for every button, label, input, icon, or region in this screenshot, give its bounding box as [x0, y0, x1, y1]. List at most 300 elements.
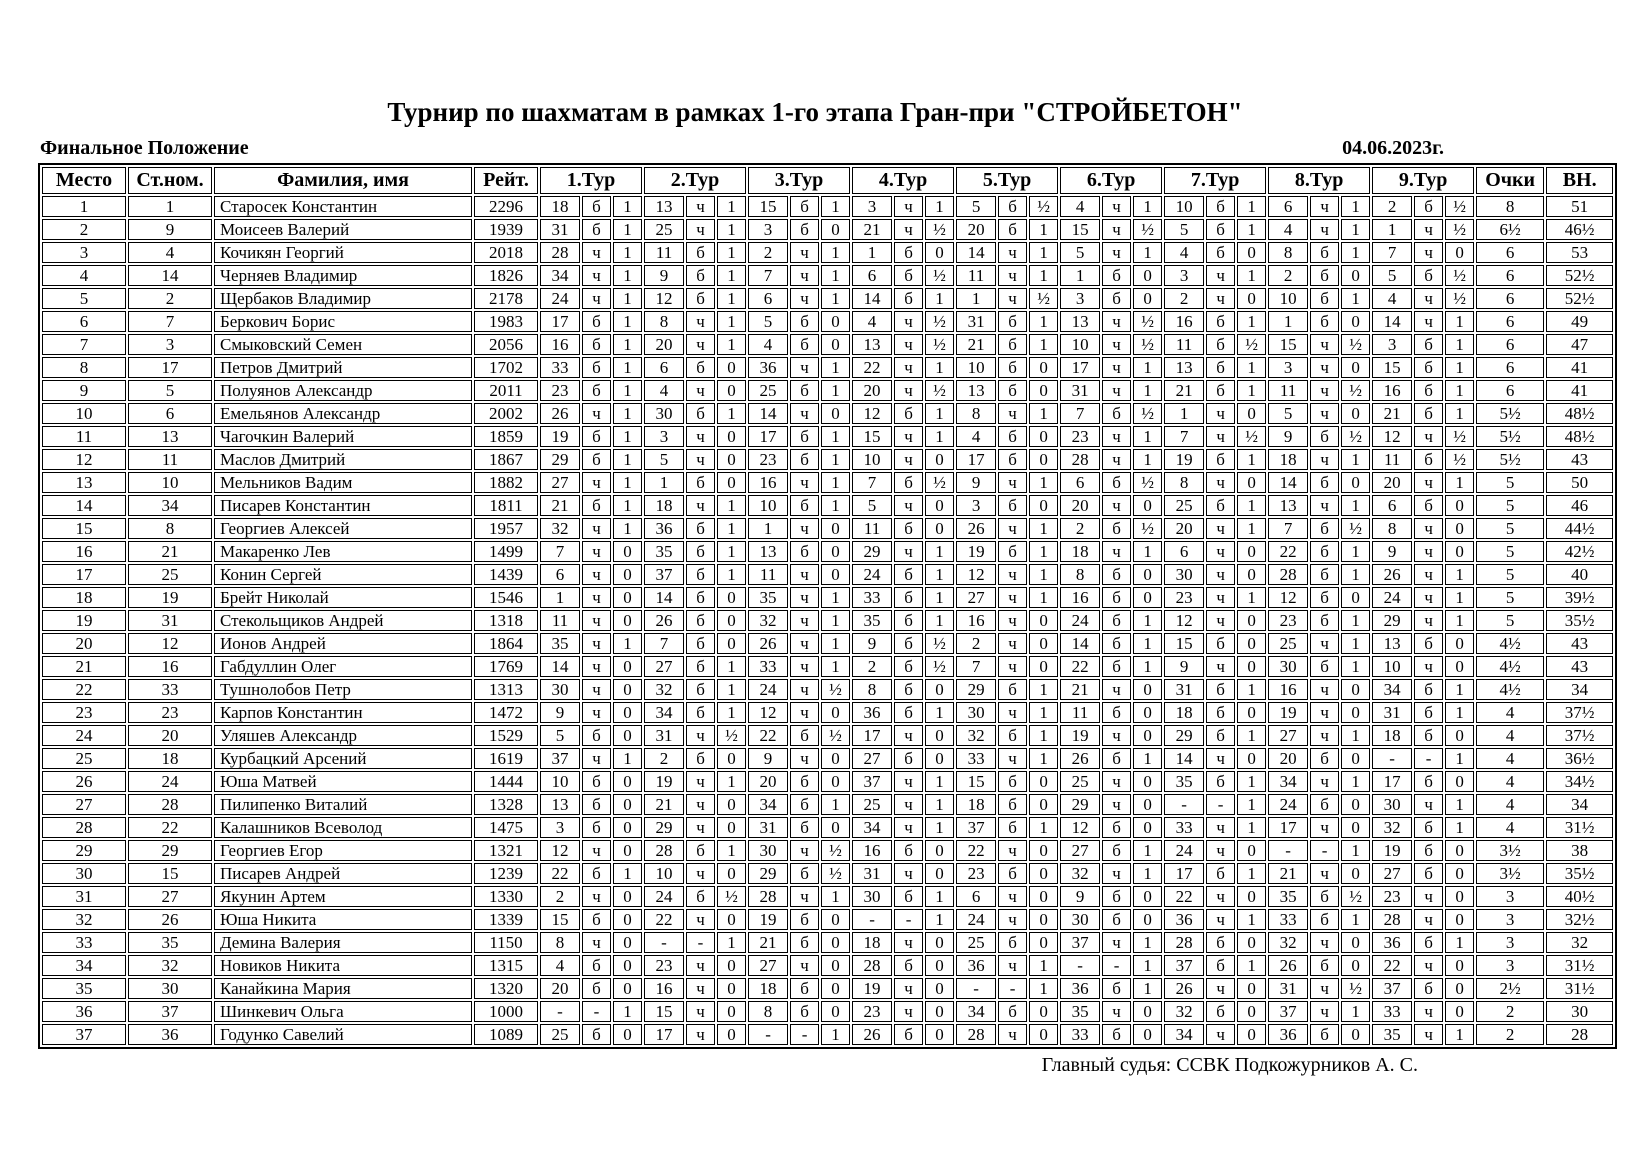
table-row [42, 541, 1613, 562]
round-color-cell: б [582, 978, 611, 999]
tiebreak-cell: 40 [1546, 564, 1613, 585]
round-color-cell: б [582, 219, 611, 240]
round-result-cell: 1 [1133, 449, 1162, 470]
round-result-cell: 1 [1029, 679, 1058, 700]
round-color-cell: б [894, 840, 923, 861]
place-cell: 24 [42, 725, 126, 746]
round-result-cell: 1 [1341, 656, 1370, 677]
round-opponent-cell: 23 [540, 380, 580, 401]
round-result-cell: 0 [1445, 1001, 1474, 1022]
round-opponent-cell: 34 [644, 702, 684, 723]
place-cell: 30 [42, 863, 126, 884]
round-color-cell: ч [894, 449, 923, 470]
round-result-cell: 1 [717, 219, 746, 240]
round-color-cell: б [1206, 196, 1235, 217]
round-color-cell: ч [582, 656, 611, 677]
table-row [42, 863, 1613, 884]
round-color-cell: б [1310, 518, 1339, 539]
rating-cell: 1318 [474, 610, 538, 631]
round-color-cell: б [1310, 472, 1339, 493]
round-color-cell: б [1414, 265, 1443, 286]
round-result-cell: 1 [925, 426, 954, 447]
round-result-cell: 0 [1133, 702, 1162, 723]
tiebreak-cell: 32 [1546, 932, 1613, 953]
round-color-cell: б [686, 265, 715, 286]
place-cell: 34 [42, 955, 126, 976]
startnum-cell: 19 [128, 587, 212, 608]
round-color-cell: ч [1414, 610, 1443, 631]
startnum-cell: 31 [128, 610, 212, 631]
round-result-cell: 0 [1029, 1001, 1058, 1022]
rating-cell: 1702 [474, 357, 538, 378]
round-opponent-cell: 20 [644, 334, 684, 355]
round-result-cell: 1 [717, 771, 746, 792]
round-result-cell: 1 [1341, 541, 1370, 562]
round-result-cell: 0 [1341, 955, 1370, 976]
round-color-cell: б [1414, 932, 1443, 953]
round-opponent-cell: 28 [1164, 932, 1204, 953]
round-result-cell: 1 [717, 495, 746, 516]
round-result-cell: 0 [717, 863, 746, 884]
round-color-cell: ч [790, 702, 819, 723]
round-opponent-cell: 4 [1268, 219, 1308, 240]
round-color-cell: б [582, 817, 611, 838]
round-color-cell: ч [1102, 725, 1131, 746]
round-opponent-cell: 14 [956, 242, 996, 263]
round-opponent-cell: 17 [1060, 357, 1100, 378]
round-result-cell: 0 [1237, 932, 1266, 953]
tiebreak-cell: 46½ [1546, 219, 1613, 240]
round-opponent-cell: 28 [1372, 909, 1412, 930]
round-color-cell: б [894, 1024, 923, 1045]
round-color-cell: ч [894, 817, 923, 838]
round-result-cell: 1 [1237, 679, 1266, 700]
round-opponent-cell: 11 [1060, 702, 1100, 723]
round-result-cell: 1 [1237, 794, 1266, 815]
round-opponent-cell: - [1372, 748, 1412, 769]
round-color-cell: б [998, 771, 1027, 792]
table-row [42, 1001, 1613, 1022]
round-result-cell: 1 [1237, 909, 1266, 930]
round-result-cell: 0 [821, 518, 850, 539]
round-opponent-cell: 13 [956, 380, 996, 401]
round-color-cell: б [686, 656, 715, 677]
round-result-cell: 0 [613, 840, 642, 861]
round-result-cell: 1 [1341, 771, 1370, 792]
round-color-cell: б [1206, 955, 1235, 976]
points-cell: 3 [1476, 909, 1544, 930]
round-opponent-cell: 30 [1164, 564, 1204, 585]
place-cell: 27 [42, 794, 126, 815]
round-result-cell: 0 [1237, 472, 1266, 493]
round-result-cell: 1 [717, 334, 746, 355]
round-opponent-cell: 30 [644, 403, 684, 424]
col-header-round-7: 7.Тур [1164, 167, 1266, 194]
round-opponent-cell: 1 [1060, 265, 1100, 286]
round-result-cell: 0 [1029, 1024, 1058, 1045]
round-result-cell: ½ [821, 840, 850, 861]
round-opponent-cell: 30 [852, 886, 892, 907]
round-color-cell: ч [1310, 702, 1339, 723]
round-color-cell: б [686, 633, 715, 654]
round-color-cell: б [790, 426, 819, 447]
place-cell: 8 [42, 357, 126, 378]
rating-cell: 1472 [474, 702, 538, 723]
startnum-cell: 7 [128, 311, 212, 332]
table-row [42, 794, 1613, 815]
round-color-cell: б [1414, 679, 1443, 700]
round-opponent-cell: 9 [1268, 426, 1308, 447]
round-result-cell: 0 [821, 932, 850, 953]
round-result-cell: 0 [613, 909, 642, 930]
player-name-cell: Старосек Константин [214, 196, 472, 217]
round-result-cell: 0 [613, 955, 642, 976]
round-color-cell: б [686, 840, 715, 861]
table-row [42, 725, 1613, 746]
rating-cell: 1957 [474, 518, 538, 539]
round-color-cell: ч [790, 242, 819, 263]
round-color-cell: б [894, 679, 923, 700]
round-color-cell: ч [686, 334, 715, 355]
round-color-cell: ч [1206, 587, 1235, 608]
round-opponent-cell: 37 [644, 564, 684, 585]
round-opponent-cell: 1 [1164, 403, 1204, 424]
round-color-cell: ч [1206, 564, 1235, 585]
round-color-cell: ч [1102, 219, 1131, 240]
round-color-cell: ч [1310, 495, 1339, 516]
round-result-cell: 0 [1445, 242, 1474, 263]
round-result-cell: 0 [1133, 564, 1162, 585]
round-result-cell: 0 [925, 518, 954, 539]
round-opponent-cell: 8 [956, 403, 996, 424]
round-opponent-cell: 32 [1268, 932, 1308, 953]
round-opponent-cell: 1 [644, 472, 684, 493]
place-cell: 11 [42, 426, 126, 447]
player-name-cell: Черняев Владимир [214, 265, 472, 286]
round-color-cell: б [790, 311, 819, 332]
round-color-cell: ч [1206, 518, 1235, 539]
round-opponent-cell: 4 [644, 380, 684, 401]
round-opponent-cell: 16 [540, 334, 580, 355]
round-result-cell: 0 [1341, 817, 1370, 838]
tiebreak-cell: 28 [1546, 1024, 1613, 1045]
round-opponent-cell: 3 [1268, 357, 1308, 378]
round-color-cell: б [1102, 817, 1131, 838]
round-opponent-cell: 37 [956, 817, 996, 838]
player-name-cell: Моисеев Валерий [214, 219, 472, 240]
tiebreak-cell: 41 [1546, 380, 1613, 401]
round-opponent-cell: 21 [1268, 863, 1308, 884]
rating-cell: 1315 [474, 955, 538, 976]
round-color-cell: б [686, 288, 715, 309]
round-color-cell: ч [582, 541, 611, 562]
round-result-cell: ½ [1237, 334, 1266, 355]
round-result-cell: 0 [1133, 794, 1162, 815]
round-color-cell: б [790, 771, 819, 792]
round-color-cell: ч [1310, 863, 1339, 884]
round-opponent-cell: 10 [956, 357, 996, 378]
place-cell: 9 [42, 380, 126, 401]
round-color-cell: б [1414, 633, 1443, 654]
round-color-cell: ч [894, 357, 923, 378]
round-result-cell: 0 [1133, 771, 1162, 792]
round-opponent-cell: 14 [852, 288, 892, 309]
round-color-cell: ч [1310, 334, 1339, 355]
round-result-cell: 0 [1341, 702, 1370, 723]
place-cell: 31 [42, 886, 126, 907]
round-color-cell: б [998, 334, 1027, 355]
round-color-cell: б [1310, 886, 1339, 907]
round-result-cell: 0 [1445, 909, 1474, 930]
tiebreak-cell: 34½ [1546, 771, 1613, 792]
points-cell: 4 [1476, 771, 1544, 792]
round-opponent-cell: 32 [540, 518, 580, 539]
round-result-cell: 0 [925, 242, 954, 263]
round-opponent-cell: 8 [1164, 472, 1204, 493]
round-result-cell: 1 [1029, 265, 1058, 286]
round-color-cell: ч [790, 518, 819, 539]
round-result-cell: ½ [1341, 518, 1370, 539]
col-header-name: Фамилия, имя [214, 167, 472, 194]
round-opponent-cell: 35 [1060, 1001, 1100, 1022]
round-color-cell: б [894, 587, 923, 608]
round-opponent-cell: 36 [1372, 932, 1412, 953]
round-opponent-cell: 14 [748, 403, 788, 424]
round-result-cell: 0 [821, 541, 850, 562]
round-result-cell: 0 [1445, 656, 1474, 677]
round-result-cell: 0 [925, 725, 954, 746]
round-opponent-cell: 10 [852, 449, 892, 470]
round-color-cell: б [998, 196, 1027, 217]
round-color-cell: ч [1414, 541, 1443, 562]
round-result-cell: 0 [1237, 656, 1266, 677]
round-color-cell: ч [1102, 426, 1131, 447]
tiebreak-cell: 52½ [1546, 288, 1613, 309]
table-row [42, 518, 1613, 539]
round-result-cell: 0 [717, 909, 746, 930]
tiebreak-cell: 37½ [1546, 702, 1613, 723]
round-opponent-cell: - [956, 978, 996, 999]
tiebreak-cell: 34 [1546, 794, 1613, 815]
rating-cell: 1939 [474, 219, 538, 240]
round-result-cell: 0 [1029, 771, 1058, 792]
col-header-round-4: 4.Тур [852, 167, 954, 194]
round-result-cell: 0 [821, 403, 850, 424]
round-result-cell: ½ [925, 219, 954, 240]
round-result-cell: 0 [1029, 794, 1058, 815]
round-opponent-cell: 7 [540, 541, 580, 562]
round-result-cell: 1 [613, 403, 642, 424]
round-result-cell: ½ [1029, 196, 1058, 217]
round-opponent-cell: 4 [852, 311, 892, 332]
round-result-cell: 0 [1237, 403, 1266, 424]
round-result-cell: 1 [1237, 771, 1266, 792]
round-result-cell: 0 [925, 863, 954, 884]
rating-cell: 2056 [474, 334, 538, 355]
round-opponent-cell: 13 [748, 541, 788, 562]
startnum-cell: 13 [128, 426, 212, 447]
player-name-cell: Емельянов Александр [214, 403, 472, 424]
round-result-cell: 0 [925, 449, 954, 470]
round-opponent-cell: 24 [540, 288, 580, 309]
round-result-cell: 0 [925, 495, 954, 516]
round-result-cell: 0 [925, 679, 954, 700]
round-result-cell: 0 [821, 978, 850, 999]
round-opponent-cell: 22 [956, 840, 996, 861]
round-color-cell: ч [686, 426, 715, 447]
round-color-cell: ч [1414, 1024, 1443, 1045]
round-opponent-cell: 17 [852, 725, 892, 746]
round-color-cell: ч [1206, 748, 1235, 769]
round-opponent-cell: 20 [852, 380, 892, 401]
tiebreak-cell: 36½ [1546, 748, 1613, 769]
round-result-cell: 1 [1341, 909, 1370, 930]
round-color-cell: б [998, 679, 1027, 700]
round-result-cell: 1 [717, 840, 746, 861]
player-name-cell: Писарев Константин [214, 495, 472, 516]
round-color-cell: ч [1206, 978, 1235, 999]
round-color-cell: б [1310, 794, 1339, 815]
round-color-cell: б [1206, 1001, 1235, 1022]
round-color-cell: ч [1206, 288, 1235, 309]
round-color-cell: ч [1102, 380, 1131, 401]
round-color-cell: б [1310, 541, 1339, 562]
round-opponent-cell: 2 [540, 886, 580, 907]
round-opponent-cell: - [540, 1001, 580, 1022]
round-opponent-cell: 22 [1060, 656, 1100, 677]
tiebreak-cell: 50 [1546, 472, 1613, 493]
round-color-cell: ч [998, 610, 1027, 631]
round-opponent-cell: 32 [748, 610, 788, 631]
round-opponent-cell: 12 [540, 840, 580, 861]
col-header-points: Очки [1476, 167, 1544, 194]
place-cell: 35 [42, 978, 126, 999]
round-opponent-cell: 8 [1372, 518, 1412, 539]
round-color-cell: б [998, 794, 1027, 815]
round-opponent-cell: 7 [956, 656, 996, 677]
round-opponent-cell: 1 [540, 587, 580, 608]
round-opponent-cell: 23 [748, 449, 788, 470]
round-result-cell: 0 [1341, 357, 1370, 378]
round-color-cell: ч [790, 288, 819, 309]
tiebreak-cell: 39½ [1546, 587, 1613, 608]
round-opponent-cell: 14 [540, 656, 580, 677]
round-color-cell: б [1310, 955, 1339, 976]
round-opponent-cell: 22 [644, 909, 684, 930]
round-color-cell: ч [1310, 633, 1339, 654]
round-result-cell: 1 [1445, 403, 1474, 424]
round-color-cell: ч [582, 518, 611, 539]
round-result-cell: 0 [1445, 886, 1474, 907]
round-color-cell: б [1310, 909, 1339, 930]
table-row [42, 748, 1613, 769]
round-result-cell: 0 [717, 357, 746, 378]
round-opponent-cell: 28 [1268, 564, 1308, 585]
round-result-cell: 0 [1445, 840, 1474, 861]
place-cell: 22 [42, 679, 126, 700]
player-name-cell: Конин Сергей [214, 564, 472, 585]
points-cell: 4½ [1476, 633, 1544, 654]
round-color-cell: б [998, 495, 1027, 516]
points-cell: 3 [1476, 955, 1544, 976]
round-opponent-cell: 37 [1268, 1001, 1308, 1022]
col-header-place: Место [42, 167, 126, 194]
round-opponent-cell: 3 [1164, 265, 1204, 286]
round-color-cell: ч [1414, 587, 1443, 608]
round-result-cell: 0 [1341, 265, 1370, 286]
round-opponent-cell: 16 [1372, 380, 1412, 401]
round-result-cell: 1 [1029, 311, 1058, 332]
round-color-cell: б [1414, 495, 1443, 516]
round-color-cell: ч [582, 472, 611, 493]
round-result-cell: 0 [613, 587, 642, 608]
round-color-cell: ч [790, 265, 819, 286]
round-color-cell: ч [1102, 196, 1131, 217]
round-color-cell: б [1206, 334, 1235, 355]
startnum-cell: 15 [128, 863, 212, 884]
round-opponent-cell: 35 [748, 587, 788, 608]
round-color-cell: ч [1102, 1001, 1131, 1022]
points-cell: 2 [1476, 1024, 1544, 1045]
round-opponent-cell: 35 [540, 633, 580, 654]
round-color-cell: ч [894, 1001, 923, 1022]
round-result-cell: 0 [1029, 449, 1058, 470]
points-cell: 5 [1476, 518, 1544, 539]
tiebreak-cell: 43 [1546, 656, 1613, 677]
round-result-cell: 1 [1237, 449, 1266, 470]
round-opponent-cell: 17 [1372, 771, 1412, 792]
round-result-cell: 1 [1341, 196, 1370, 217]
round-opponent-cell: 12 [1060, 817, 1100, 838]
round-result-cell: ½ [1445, 196, 1474, 217]
round-color-cell: ч [686, 771, 715, 792]
round-opponent-cell: 34 [540, 265, 580, 286]
player-name-cell: Кочикян Георгий [214, 242, 472, 263]
round-result-cell: 1 [1133, 633, 1162, 654]
col-header-tiebreak: ВН. [1546, 167, 1613, 194]
round-opponent-cell: 30 [956, 702, 996, 723]
round-opponent-cell: 28 [644, 840, 684, 861]
player-name-cell: Маслов Дмитрий [214, 449, 472, 470]
round-opponent-cell: 11 [1268, 380, 1308, 401]
round-result-cell: 1 [1029, 725, 1058, 746]
player-name-cell: Макаренко Лев [214, 541, 472, 562]
round-opponent-cell: 4 [1060, 196, 1100, 217]
round-opponent-cell: 14 [1268, 472, 1308, 493]
place-cell: 25 [42, 748, 126, 769]
round-color-cell: ч [1206, 265, 1235, 286]
round-opponent-cell: 26 [956, 518, 996, 539]
rating-cell: 1000 [474, 1001, 538, 1022]
round-result-cell: 1 [1237, 265, 1266, 286]
round-result-cell: 1 [1029, 472, 1058, 493]
round-color-cell: ч [790, 679, 819, 700]
round-result-cell: 1 [1341, 1001, 1370, 1022]
round-color-cell: б [894, 633, 923, 654]
rating-cell: 1499 [474, 541, 538, 562]
table-row [42, 265, 1613, 286]
table-row [42, 219, 1613, 240]
round-color-cell: ч [686, 311, 715, 332]
round-opponent-cell: 18 [1164, 702, 1204, 723]
round-opponent-cell: 5 [1164, 219, 1204, 240]
player-name-cell: Стекольщиков Андрей [214, 610, 472, 631]
round-opponent-cell: 30 [1372, 794, 1412, 815]
round-opponent-cell: 10 [1060, 334, 1100, 355]
table-row [42, 288, 1613, 309]
page-title: Турнир по шахматам в рамках 1-го этапа Гран-при "СТРОЙБЕТОН" [387, 97, 1243, 127]
round-result-cell: 1 [821, 380, 850, 401]
